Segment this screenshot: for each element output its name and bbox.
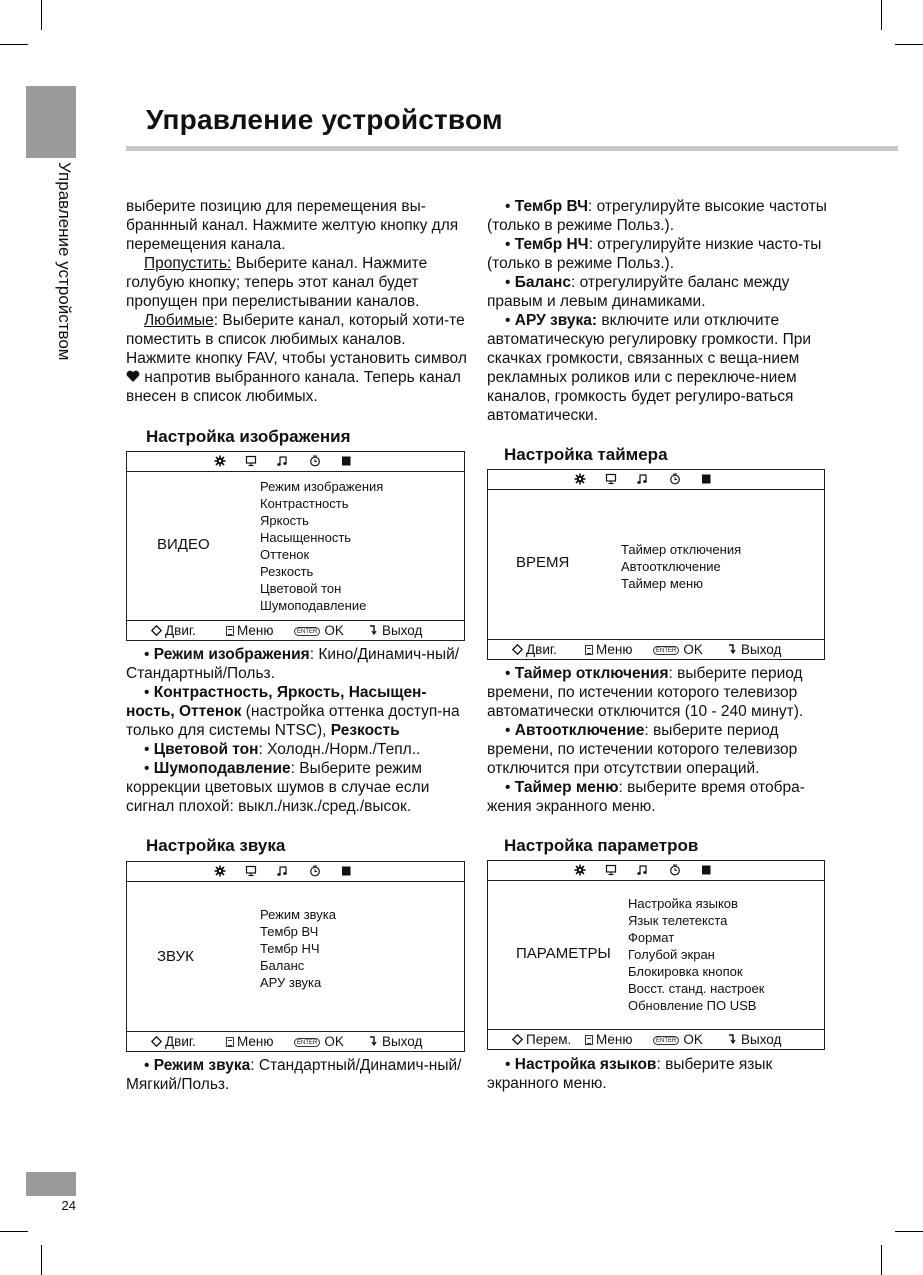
menu-item-list xyxy=(260,478,383,614)
menu-icon xyxy=(226,1037,234,1047)
note: • Контрастность, Яркость, Насыщен-ность, Оттенок (настройка оттенка доступ-на только для системы NTSC), Резкость xyxy=(126,684,460,739)
footer-menu: Меню xyxy=(226,623,274,638)
footer-menu: Меню xyxy=(585,1032,633,1047)
fav-term: Любимые xyxy=(144,312,214,329)
menu-footer xyxy=(127,620,464,640)
menu-footer xyxy=(127,1031,464,1051)
footer-move: Двиг. xyxy=(512,642,557,657)
menu-item[interactable]: Режим звука xyxy=(260,907,336,922)
menu-label: ВИДЕО xyxy=(157,536,210,553)
menu-item[interactable]: Резкость xyxy=(260,564,314,579)
footer-exit: Выход xyxy=(369,623,422,638)
menu-item[interactable]: Формат xyxy=(628,930,675,945)
note: • Тембр ВЧ: отрегулируйте высокие частоты (только в режиме Польз.). xyxy=(487,198,827,234)
gear-icon xyxy=(214,455,226,467)
gear-icon xyxy=(214,865,226,877)
menu-item[interactable]: Яркость xyxy=(260,513,309,528)
skip-text: Выберите канал. Нажмите голубую кнопку; теперь этот канал будет пропущен при перелистывании каналов. xyxy=(126,255,428,310)
square-icon xyxy=(340,865,352,877)
crop-mark xyxy=(895,44,923,45)
fav-text-a: : Выберите канал, который хоти-те поместить в список любимых каналов. Нажмите кнопку FAV, чтобы установить символ xyxy=(126,312,467,367)
monitor-icon xyxy=(605,864,617,876)
gear-icon xyxy=(574,473,586,485)
note: • Тембр НЧ: отрегулируйте низкие часто-ты (только в режиме Польз.). xyxy=(487,236,822,272)
picture-menu xyxy=(126,451,465,641)
footer-move: Двиг. xyxy=(151,1034,196,1049)
dpad-icon xyxy=(512,644,523,655)
sound-heading: Настройка звука xyxy=(146,836,286,855)
menu-item[interactable]: Блокировка кнопок xyxy=(628,964,743,979)
return-icon xyxy=(369,625,378,635)
picture-notes xyxy=(126,645,468,816)
footer-ok: ENTER OK xyxy=(653,1032,703,1047)
note: • Режим звука: Стандартный/Динамич-ный/Мягкий/Польз. xyxy=(126,1057,462,1093)
intro-p1: выберите позицию для перемещения вы-браннный канал. Нажмите желтую кнопку для перемещения канала. xyxy=(126,198,459,253)
note: • АРУ звука: включите или отключите автоматическую регулировку громкости. При скачках громкости, связанных с веща-нием рекламных роликов или с переключе-нием каналов, громкость будет регулиро-ваться автоматически. xyxy=(487,312,811,424)
note: • Настройка языков: выберите язык экранного меню. xyxy=(487,1056,773,1092)
enter-icon: ENTER xyxy=(294,1038,320,1047)
menu-item[interactable]: Режим изображения xyxy=(260,479,384,494)
side-label: Управление устройством xyxy=(55,162,74,361)
menu-item[interactable]: Насыщенность xyxy=(260,530,352,545)
menu-item[interactable]: Восст. станд. настроек xyxy=(628,981,765,996)
menu-item[interactable]: АРУ звука xyxy=(260,975,322,990)
side-tab xyxy=(26,86,76,158)
dpad-icon xyxy=(512,1034,523,1045)
menu-label: ПАРАМЕТРЫ xyxy=(516,945,611,962)
menu-item[interactable]: Цветовой тон xyxy=(260,581,342,596)
music-note-icon xyxy=(636,864,648,876)
footer-move: Перем. xyxy=(512,1032,571,1047)
note: • Баланс: отрегулируйте баланс между правым и левым динамиками. xyxy=(487,274,790,310)
menu-icon-bar xyxy=(488,861,824,881)
note: • Шумоподавление: Выберите режим коррекции цветовых шумов в случае если сигнал плохой: выкл./низк./сред./высок. xyxy=(126,760,430,815)
note: • Таймер меню: выберите время отобра-жения экранного меню. xyxy=(487,779,805,815)
note: • Таймер отключения: выберите период времени, по истечении которого телевизор автоматически отключится (10 - 240 минут). xyxy=(487,665,804,720)
footer-ok: ENTER OK xyxy=(653,642,703,657)
menu-icon-bar xyxy=(127,862,464,882)
menu-item[interactable]: Тембр ВЧ xyxy=(260,924,319,939)
enter-icon: ENTER xyxy=(653,646,679,655)
square-icon xyxy=(340,455,352,467)
menu-item[interactable]: Оттенок xyxy=(260,547,310,562)
menu-icon-bar xyxy=(488,470,824,490)
crop-mark xyxy=(881,1245,882,1275)
crop-mark xyxy=(895,1231,923,1232)
menu-item[interactable]: Баланс xyxy=(260,958,305,973)
footer-exit: Выход xyxy=(369,1034,422,1049)
menu-item[interactable]: Таймер отключения xyxy=(621,542,742,557)
clock-icon xyxy=(309,865,321,877)
menu-label: ВРЕМЯ xyxy=(516,554,570,571)
heart-icon xyxy=(126,370,140,383)
monitor-icon xyxy=(245,865,257,877)
return-icon xyxy=(728,1034,737,1044)
page-number: 24 xyxy=(61,1198,76,1213)
sound-menu xyxy=(126,861,465,1052)
menu-item[interactable]: Таймер меню xyxy=(621,576,703,591)
menu-item[interactable]: Голубой экран xyxy=(628,947,715,962)
menu-icon xyxy=(585,645,593,655)
enter-icon: ENTER xyxy=(653,1036,679,1045)
music-note-icon xyxy=(636,473,648,485)
crop-mark xyxy=(0,44,28,45)
menu-item[interactable]: Тембр НЧ xyxy=(260,941,320,956)
menu-icon xyxy=(585,1035,593,1045)
square-icon xyxy=(700,864,712,876)
return-icon xyxy=(728,644,737,654)
crop-mark xyxy=(0,1231,28,1232)
title-divider xyxy=(126,146,898,151)
skip-term: Пропустить: xyxy=(144,255,232,272)
timer-heading: Настройка таймера xyxy=(504,445,668,464)
picture-heading: Настройка изображения xyxy=(146,427,351,446)
menu-item[interactable]: Шумоподавление xyxy=(260,598,367,613)
menu-item[interactable]: Настройка языков xyxy=(628,896,738,911)
crop-mark xyxy=(881,0,882,30)
footer-move: Двиг. xyxy=(151,623,196,638)
params-menu xyxy=(487,860,825,1050)
timer-notes xyxy=(487,664,829,816)
left-intro xyxy=(126,197,468,406)
footer-menu: Меню xyxy=(585,642,633,657)
note: • Режим изображения: Кино/Динамич-ный/Стандартный/Польз. xyxy=(126,646,460,682)
gear-icon xyxy=(574,864,586,876)
footer-ok: ENTER OK xyxy=(294,623,344,638)
menu-label: ЗВУК xyxy=(157,948,194,965)
footer-exit: Выход xyxy=(728,1032,781,1047)
crop-mark xyxy=(41,1245,42,1275)
menu-icon-bar xyxy=(127,452,464,472)
footer-ok: ENTER OK xyxy=(294,1034,344,1049)
right-intro xyxy=(487,197,829,425)
music-note-icon xyxy=(276,865,288,877)
menu-item[interactable]: Обновление ПО USB xyxy=(628,998,757,1013)
page-title: Управление устройством xyxy=(146,104,503,135)
note: • Цветовой тон: Холодн./Норм./Тепл.. xyxy=(144,741,421,758)
monitor-icon xyxy=(605,473,617,485)
menu-footer xyxy=(488,639,824,659)
page-tab xyxy=(26,1172,76,1196)
menu-icon xyxy=(226,626,234,636)
clock-icon xyxy=(669,473,681,485)
params-notes xyxy=(487,1055,829,1093)
menu-footer xyxy=(488,1029,824,1049)
music-note-icon xyxy=(276,455,288,467)
crop-mark xyxy=(41,0,42,30)
dpad-icon xyxy=(151,1036,162,1047)
monitor-icon xyxy=(245,455,257,467)
intro-fav xyxy=(126,311,468,406)
return-icon xyxy=(369,1036,378,1046)
menu-item[interactable]: Автоотключение xyxy=(621,559,721,574)
intro-skip xyxy=(126,254,468,311)
timer-menu xyxy=(487,469,825,660)
menu-item-list xyxy=(628,895,764,1014)
sound-notes xyxy=(126,1056,468,1094)
enter-icon: ENTER xyxy=(294,627,320,636)
menu-item-list xyxy=(621,541,741,592)
params-heading: Настройка параметров xyxy=(504,836,699,855)
menu-item-list xyxy=(260,906,336,991)
clock-icon xyxy=(669,864,681,876)
footer-exit: Выход xyxy=(728,642,781,657)
square-icon xyxy=(700,473,712,485)
footer-menu: Меню xyxy=(226,1034,274,1049)
note: • Автоотключение: выберите период времени, по истечении которого телевизор отключится при отсутствии операций. xyxy=(487,722,798,777)
fav-text-b: напротив выбранного канала. Теперь канал внесен в список любимых. xyxy=(126,369,461,405)
menu-item[interactable]: Язык телетекста xyxy=(628,913,728,928)
menu-item[interactable]: Контрастность xyxy=(260,496,349,511)
dpad-icon xyxy=(151,625,162,636)
clock-icon xyxy=(309,455,321,467)
